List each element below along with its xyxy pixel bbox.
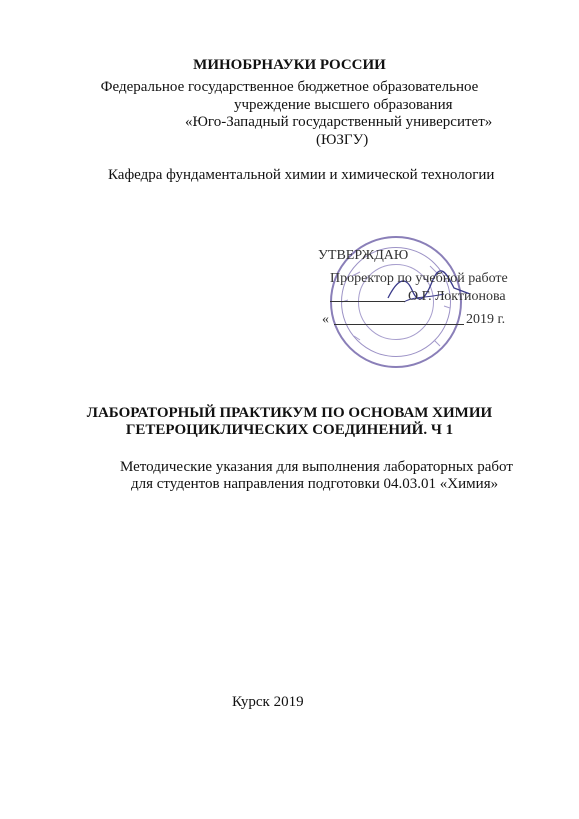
approval-block	[300, 228, 572, 368]
institution-line-1: Федеральное государственное бюджетное образовательное	[100, 79, 479, 95]
city-year: Курск 2019	[232, 694, 304, 710]
document-subtitle-line-2: для студентов направления подготовки 04.03.01 «Химия»	[131, 476, 499, 492]
approval-position: Проректор по учебной работе	[330, 271, 508, 286]
document-title-line-1: ЛАБОРАТОРНЫЙ ПРАКТИКУМ ПО ОСНОВАМ ХИМИИ	[86, 405, 493, 421]
document-subtitle-line-1: Методические указания для выполнения лабораторных работ	[120, 459, 513, 475]
institution-line-3: «Юго-Западный государственный университет»	[185, 114, 493, 130]
ministry-name: МИНОБРНАУКИ РОССИИ	[193, 57, 386, 73]
document-title-line-2: ГЕТЕРОЦИКЛИЧЕСКИХ СОЕДИНЕНИЙ. Ч 1	[125, 422, 454, 438]
approval-heading: УТВЕРЖДАЮ	[318, 248, 409, 263]
department-name: Кафедра фундаментальной химии и химической технологии	[108, 167, 495, 183]
approval-date-open: «	[322, 312, 329, 327]
approval-date-year: 2019 г.	[466, 312, 506, 327]
institution-line-2: учреждение высшего образования	[234, 97, 453, 113]
institution-abbreviation: (ЮЗГУ)	[316, 132, 369, 148]
approval-signatory: О.Г. Локтионова	[408, 289, 506, 304]
